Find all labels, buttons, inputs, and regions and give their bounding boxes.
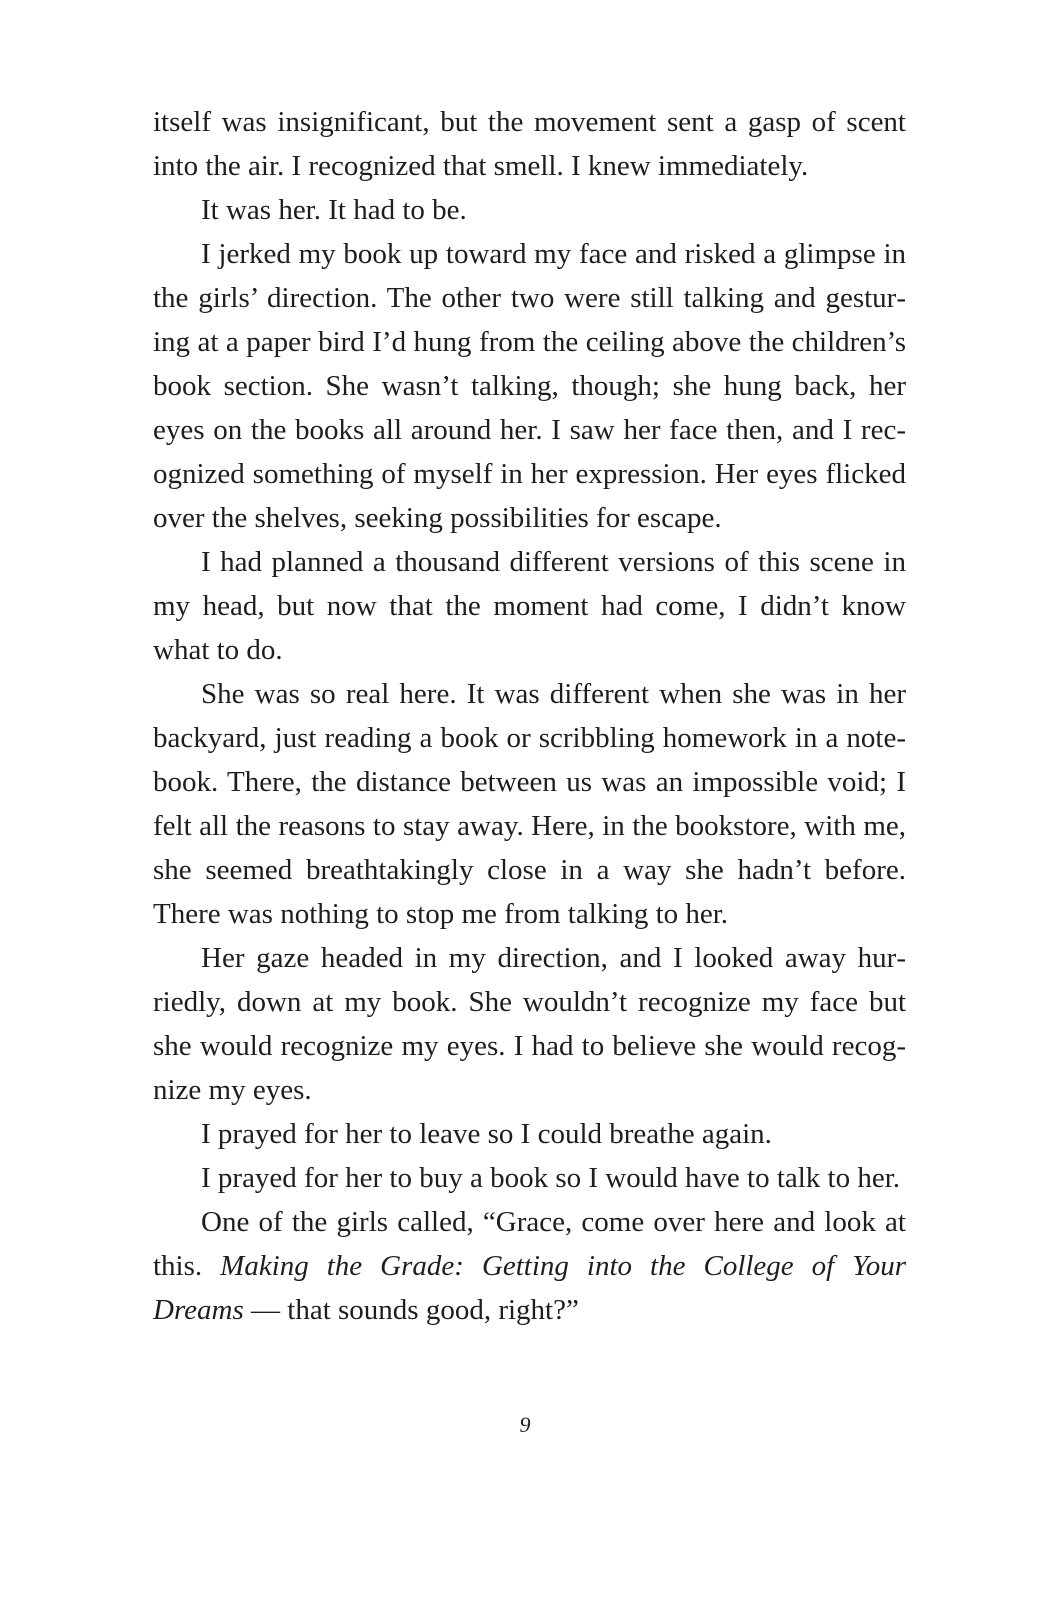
paragraph	[153, 1200, 906, 1332]
paragraph: It was her. It had to be.	[201, 194, 467, 226]
paragraph: I prayed for her to leave so I could breathe again.	[201, 1118, 772, 1150]
dialogue-lead: One of the girls called, “Grace, come over here and look at this.	[153, 1206, 906, 1282]
paragraph: I jerked my book up toward my face and risked a glimpse in the girls’ direction. The other two were still talking and gesturing at a paper bird I’d hung from the ceiling above the children’s book section. She wasn’t talking, though; she hung back, her eyes on the books all around her. I saw her face then, and I recognized something of myself in her expression. Her eyes flicked over the shelves, seeking possibilities for escape.	[153, 238, 906, 534]
paragraph: I had planned a thousand different versions of this scene in my head, but now that the moment had come, I didn’t know what to do.	[153, 546, 906, 666]
page-number: 9	[519, 1412, 531, 1437]
paragraph: She was so real here. It was different when she was in her backyard, just reading a book or scribbling homework in a notebook. There, the distance between us was an impossible void; I felt all the reasons to stay away. Here, in the bookstore, with me, she seemed breathtakingly close in a way she hadn’t before. There was nothing to stop me from talking to her.	[153, 678, 906, 930]
body-text	[153, 100, 906, 1332]
paragraph: itself was insignificant, but the movement sent a gasp of scent into the air. I recognized that smell. I knew immediately.	[153, 106, 906, 182]
dialogue-tail: — that sounds good, right?”	[243, 1294, 579, 1326]
book-title: Making the Grade: Getting into the College of Your Dreams	[153, 1250, 906, 1326]
paragraph: Her gaze headed in my direction, and I looked away hurriedly, down at my book. She wouldn’t recognize my face but she would recognize my eyes. I had to believe she would recognize my eyes.	[153, 942, 906, 1106]
paragraph: I prayed for her to buy a book so I would have to talk to her.	[201, 1162, 901, 1194]
